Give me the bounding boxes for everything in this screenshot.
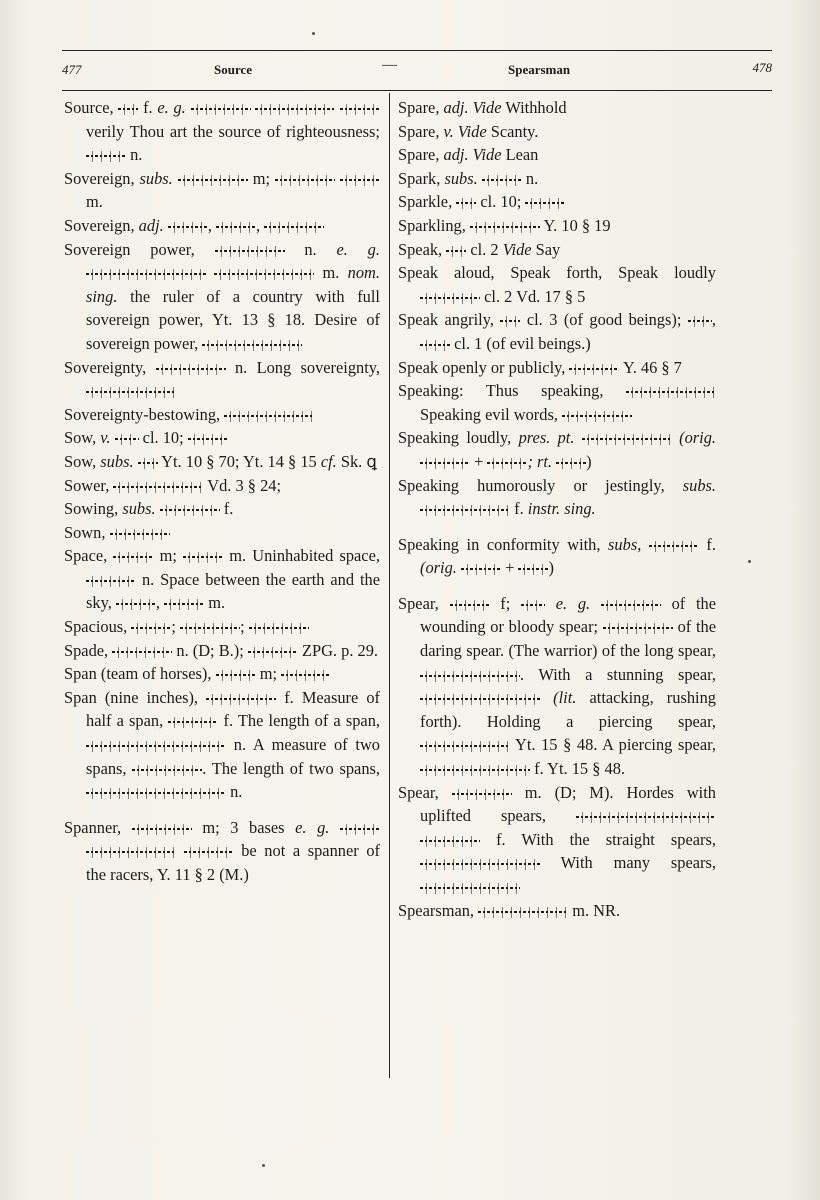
avestan-word xyxy=(500,316,520,327)
entry-speak-openly: Speak openly or publicly, Y. 46 § 7 xyxy=(398,357,682,377)
avestan-word xyxy=(518,564,548,575)
avestan-word xyxy=(112,647,172,658)
avestan-word xyxy=(131,623,171,634)
avestan-word xyxy=(420,671,520,682)
entry-speaking-thus: Speaking: Thus speaking, Speaking evil words, xyxy=(398,379,716,426)
avestan-word xyxy=(556,458,586,469)
avestan-word xyxy=(113,482,203,493)
avestan-word xyxy=(461,564,501,575)
avestan-word xyxy=(183,552,223,563)
avestan-word xyxy=(118,104,138,115)
avestan-word xyxy=(132,765,202,776)
paper-speck xyxy=(262,1164,265,1167)
avestan-word xyxy=(603,623,673,634)
entry-spearsman: Spearsman, m. NR. xyxy=(398,900,621,920)
avestan-word xyxy=(168,222,208,233)
running-header xyxy=(62,56,772,82)
avestan-word xyxy=(478,907,568,918)
avestan-word xyxy=(456,198,476,209)
paper-speck xyxy=(748,560,751,563)
page-number-right: 478 xyxy=(752,60,772,75)
avestan-word xyxy=(525,198,565,209)
entry-sow-subs: Sow, subs. Yt. 10 § 70; Yt. 14 § 15 cf. Sk. ꝗ xyxy=(64,451,377,471)
avestan-word xyxy=(113,552,153,563)
avestan-word xyxy=(420,741,510,752)
avestan-word xyxy=(275,175,335,186)
right-column xyxy=(398,96,716,922)
avestan-word xyxy=(420,836,480,847)
avestan-word xyxy=(156,364,226,375)
avestan-word xyxy=(255,104,335,115)
entry-spare-adj-withhold: Spare, adj. Vide Withhold xyxy=(398,98,567,117)
avestan-word xyxy=(420,293,480,304)
entry-speak: Speak, cl. 2 Vide Say xyxy=(398,239,561,259)
avestan-word xyxy=(562,411,632,422)
avestan-word xyxy=(86,387,176,398)
header-rule-top xyxy=(62,50,772,51)
avestan-word xyxy=(264,222,324,233)
avestan-word xyxy=(206,694,276,705)
avestan-word xyxy=(138,458,158,469)
avestan-word xyxy=(569,364,619,375)
entry-speaking-conformity: Speaking in conformity with, subs, f. (orig. + ) xyxy=(398,534,716,578)
avestan-word xyxy=(116,599,156,610)
entry-spacious: Spacious, ; ; xyxy=(64,615,380,639)
entry-sovereign-power: Sovereign power, n. e. g. m. nom. sing. the ruler of a country with full sovereign power, Yt. 13 § 18. Desire of sovereign power, xyxy=(64,239,380,353)
avestan-word xyxy=(420,340,450,351)
entry-spear-masc: Spear, m. (D; M). Hordes with uplifted spears, f. With the straight spears, With many spears, xyxy=(398,781,716,899)
avestan-word xyxy=(340,824,380,835)
header-separator: — xyxy=(382,57,397,73)
avestan-word xyxy=(188,434,228,445)
entry-sovereignty-bestowing: Sovereignty-bestowing, xyxy=(64,403,380,427)
avestan-word xyxy=(86,847,176,858)
avestan-word xyxy=(281,670,331,681)
headword-right: Spearsman xyxy=(508,62,571,77)
entry-spear: Spear, f; e. g. of the wounding or bloody spear; of the daring spear. (The warrior) of the long spear, . With a stunning spear, (lit. attacking, rushing forth). Holding a piercing spear, Yt. 15 § 48. A piercing spear, f. Yt. 15 § 48. xyxy=(398,593,716,779)
entry-sow-verb: Sow, v. cl. 10; xyxy=(64,426,380,450)
avestan-word xyxy=(420,458,470,469)
entry-span-team: Span (team of horses), m; xyxy=(64,662,380,686)
entry-sowing: Sowing, subs. f. xyxy=(64,499,234,519)
entry-sovereignty: Sovereignty, n. Long sovereignty, xyxy=(64,356,380,403)
avestan-word xyxy=(86,741,226,752)
header-rule-bottom xyxy=(62,90,772,91)
avestan-word xyxy=(160,505,220,516)
avestan-word xyxy=(487,458,527,469)
avestan-word xyxy=(110,529,170,540)
avestan-word xyxy=(180,623,240,634)
entry-spade: Spade, n. (D; B.); ZPG. p. 29. xyxy=(64,640,379,660)
avestan-word xyxy=(249,623,309,634)
column-divider xyxy=(389,93,390,1078)
entry-span-nine: Span (nine inches), f. Measure of half a span, f. The length of a span, n. A measure of two spans, . The length of two spans, n. xyxy=(64,687,380,802)
entry-speaking-loudly: Speaking loudly, pres. pt. (orig. + ; rt. ) xyxy=(398,428,717,471)
entry-speak-aloud: Speak aloud, Speak forth, Speak loudly cl. 2 Vd. 17 § 5 xyxy=(398,263,716,306)
entry-sown: Sown, xyxy=(64,521,380,545)
entry-source: Source, f. e. g. verily Thou art the source of righteousness; n. xyxy=(64,98,380,165)
avestan-word xyxy=(649,541,699,552)
avestan-word xyxy=(184,847,234,858)
entry-spanner: Spanner, m; 3 bases e. g. be not a spanner of the racers, Y. 11 § 2 (M.) xyxy=(64,817,380,884)
avestan-word xyxy=(452,789,512,800)
entry-sparkling: Sparkling, Y. 10 § 19 xyxy=(398,215,611,235)
avestan-word xyxy=(164,599,204,610)
avestan-word xyxy=(86,788,226,799)
avestan-word xyxy=(216,222,256,233)
avestan-word xyxy=(214,269,314,280)
entry-speaking-humorously: Speaking humorously or jestingly, subs. f. instr. sing. xyxy=(398,475,716,519)
avestan-word xyxy=(626,387,716,398)
avestan-word xyxy=(420,859,540,870)
entry-speak-angrily: Speak angrily, cl. 3 (of good beings); , cl. 1 (of evil beings.) xyxy=(398,310,716,353)
avestan-word xyxy=(470,222,540,233)
entry-sower: Sower, Vd. 3 § 24; xyxy=(64,475,282,495)
avestan-word xyxy=(601,600,661,611)
avestan-word xyxy=(216,670,256,681)
avestan-word xyxy=(178,175,248,186)
avestan-word xyxy=(420,765,530,776)
page-number-left: 477 xyxy=(62,62,82,77)
avestan-word xyxy=(450,600,490,611)
entry-space: Space, m; m. Uninhabited space, n. Space between the earth and the sky, , m. xyxy=(64,546,380,613)
entry-spare-verb: Spare, v. Vide Scanty. xyxy=(398,121,539,141)
avestan-word xyxy=(132,824,192,835)
entry-spare-adj-lean: Spare, adj. Vide Lean xyxy=(398,145,539,165)
headword-left: Source xyxy=(214,62,253,77)
entry-sovereign-subs: Sovereign, subs. m; m. xyxy=(64,167,380,214)
avestan-word xyxy=(582,434,672,445)
avestan-word xyxy=(576,812,716,823)
avestan-word xyxy=(482,175,522,186)
avestan-word xyxy=(420,694,540,705)
avestan-word xyxy=(446,246,466,257)
avestan-word xyxy=(86,269,206,280)
avestan-word xyxy=(202,340,302,351)
avestan-word xyxy=(86,576,136,587)
entry-sovereign-adj: Sovereign, adj. , , xyxy=(64,214,380,238)
avestan-word xyxy=(191,104,251,115)
avestan-word xyxy=(248,647,298,658)
avestan-word xyxy=(420,505,510,516)
avestan-word xyxy=(86,151,126,162)
avestan-word xyxy=(340,104,380,115)
entry-sparkle: Sparkle, cl. 10; xyxy=(398,190,716,214)
paper-speck xyxy=(312,32,315,35)
avestan-word xyxy=(420,883,520,894)
avestan-word xyxy=(115,434,139,445)
avestan-word xyxy=(224,411,314,422)
avestan-word xyxy=(521,600,545,611)
left-column xyxy=(64,96,380,887)
avestan-word xyxy=(215,246,285,257)
entry-spark: Spark, subs. n. xyxy=(398,168,539,188)
avestan-word xyxy=(340,175,380,186)
avestan-word xyxy=(168,717,218,728)
avestan-word xyxy=(688,316,712,327)
